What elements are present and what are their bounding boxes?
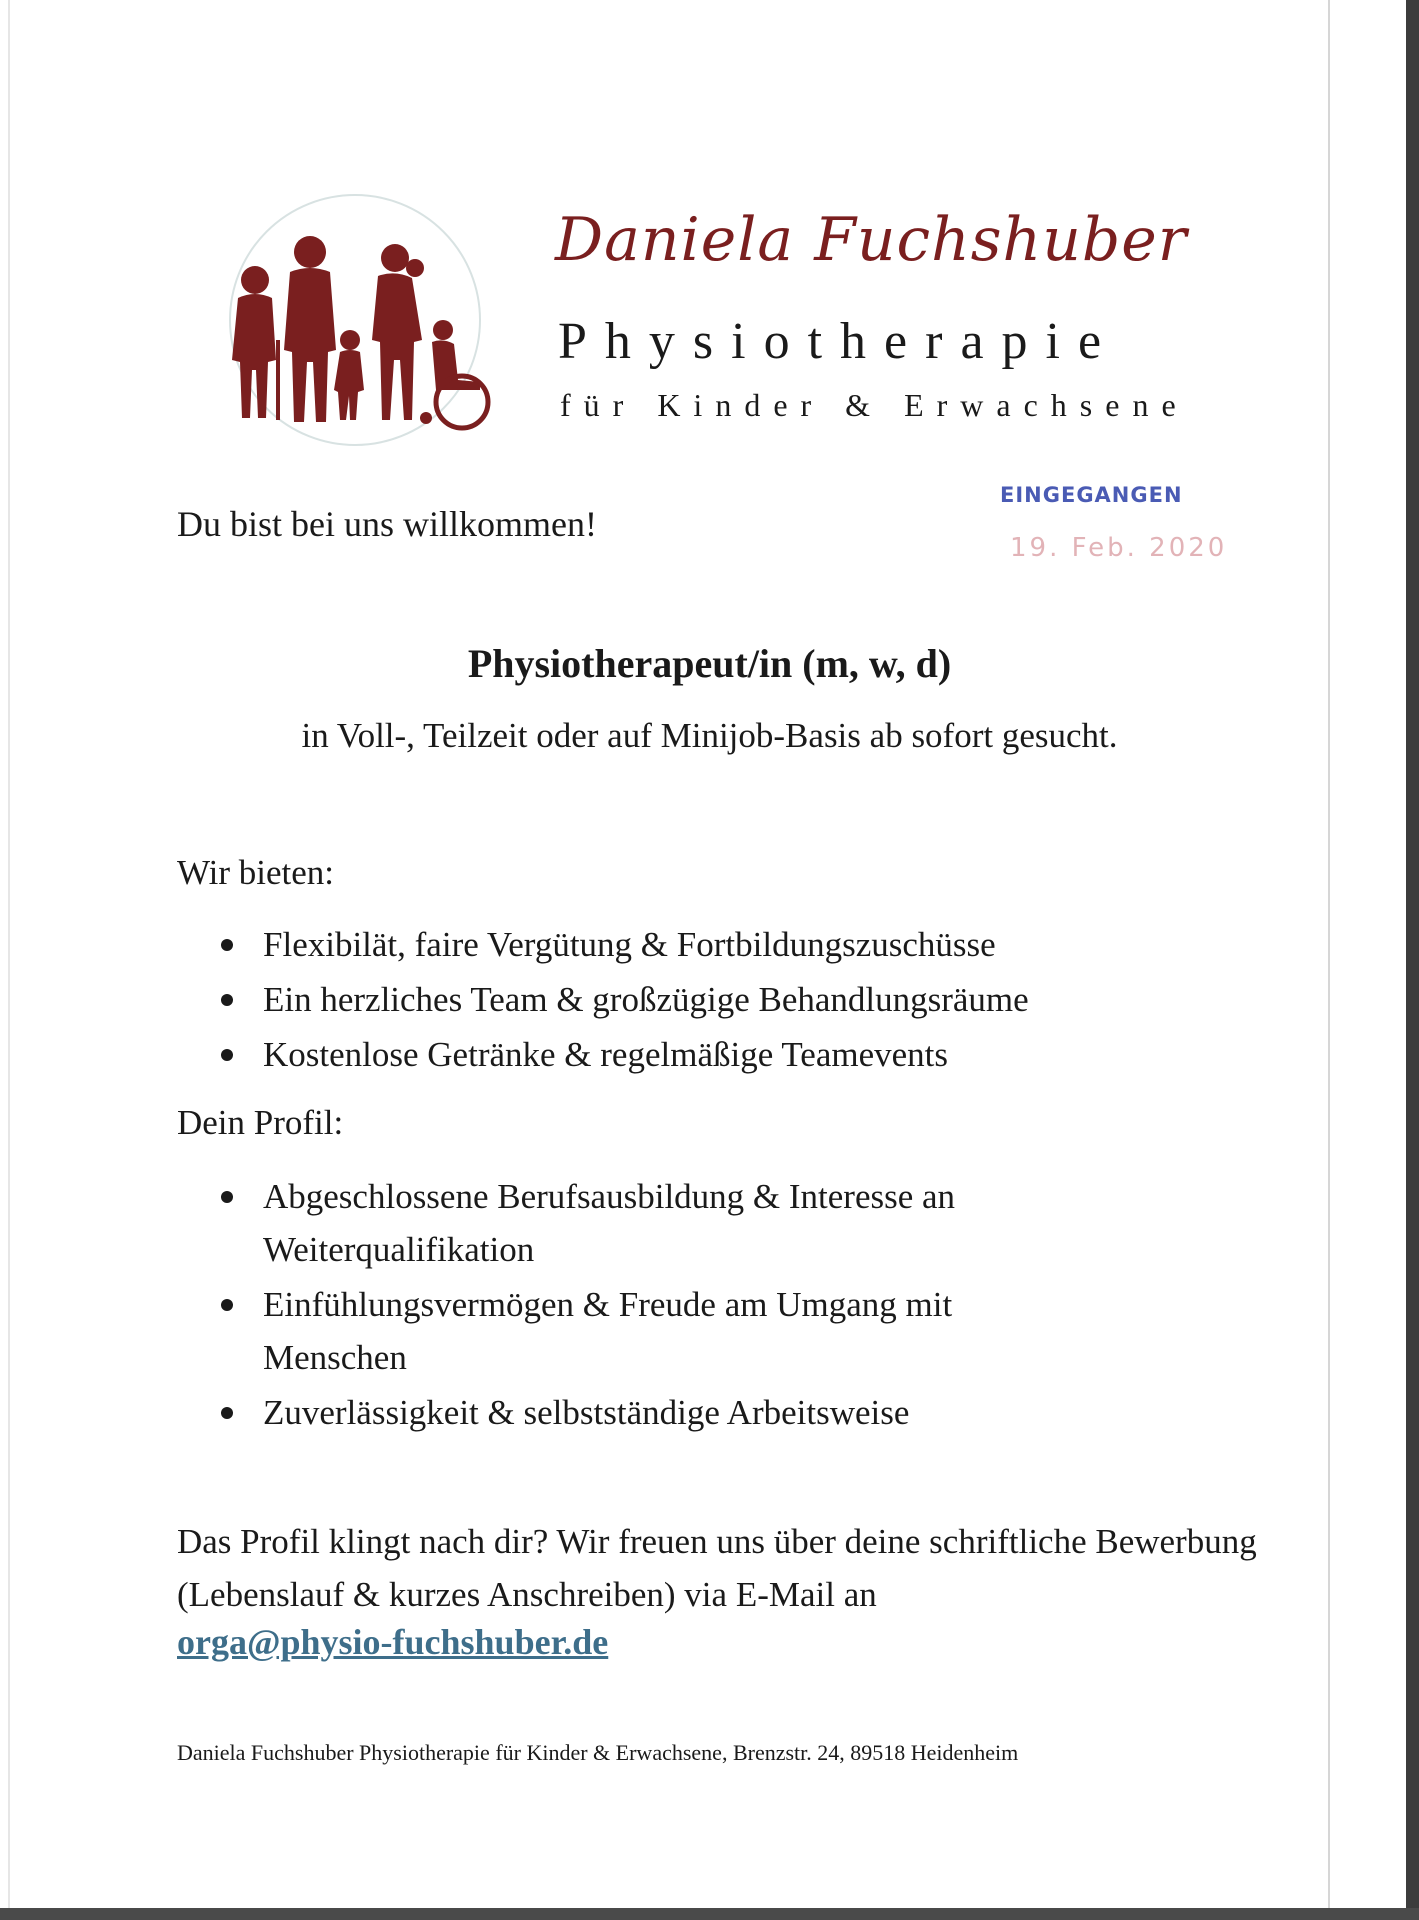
bullet-icon [221,939,233,951]
list-item-text: Zuverlässigkeit & selbstständige Arbeitsweise [263,1393,910,1432]
list-item-text: Flexibilät, faire Vergütung & Fortbildungszuschüsse [263,925,996,964]
bullet-icon [221,1407,233,1419]
scan-border [0,1908,1419,1920]
offer-heading: Wir bieten: [177,853,335,892]
offer-list [215,918,1215,1083]
profile-heading: Dein Profil: [177,1103,344,1142]
received-stamp [1000,483,1228,563]
bullet-icon [221,1191,233,1203]
bullet-icon [221,1049,233,1061]
list-item [215,973,1215,1026]
email-link[interactable]: orga@physio-fuchshuber.de [177,1622,609,1662]
list-item-text: Kostenlose Getränke & regelmäßige Teamevents [263,1035,948,1074]
list-item [215,1386,1095,1439]
brand-title: Physiotherapie [558,313,1120,370]
welcome-text: Du bist bei uns willkommen! [177,504,597,544]
bullet-icon [221,1299,233,1311]
list-item-text: Ein herzliches Team & großzügige Behandlungsräume [263,980,1029,1019]
list-item [215,918,1215,971]
family-silhouette-logo [200,190,510,460]
list-item-text: Abgeschlossene Berufsausbildung & Interesse an Weiterqualifikation [263,1177,956,1269]
profile-list [215,1170,1095,1441]
brand-subtitle: für Kinder & Erwachsene [560,387,1189,423]
list-item [215,1028,1215,1081]
scan-edge [8,0,10,1920]
job-title: Physiotherapeut/in (m, w, d) [467,641,952,686]
bullet-icon [221,994,233,1006]
scan-border [1406,0,1419,1920]
stamp-label: EINGEGANGEN [1000,483,1183,507]
brand-script-name: Daniela Fuchshuber [555,205,1188,275]
stamp-date: 19. Feb. 2020 [1010,533,1228,563]
closing-text: Das Profil klingt nach dir? Wir freuen uns über deine schriftliche Bewerbung (Lebenslauf & kurzes Anschreiben) via E-Mail an [177,1522,1257,1614]
job-subtitle: in Voll-, Teilzeit oder auf Minijob-Basis ab sofort gesucht. [301,716,1118,755]
scan-edge [1328,0,1330,1920]
footer-address: Daniela Fuchshuber Physiotherapie für Kinder & Erwachsene, Brenzstr. 24, 89518 Heidenheim [177,1740,1019,1765]
list-item [215,1170,1095,1276]
list-item-text: Einfühlungsvermögen & Freude am Umgang mit Menschen [263,1285,953,1377]
list-item [215,1278,1095,1384]
